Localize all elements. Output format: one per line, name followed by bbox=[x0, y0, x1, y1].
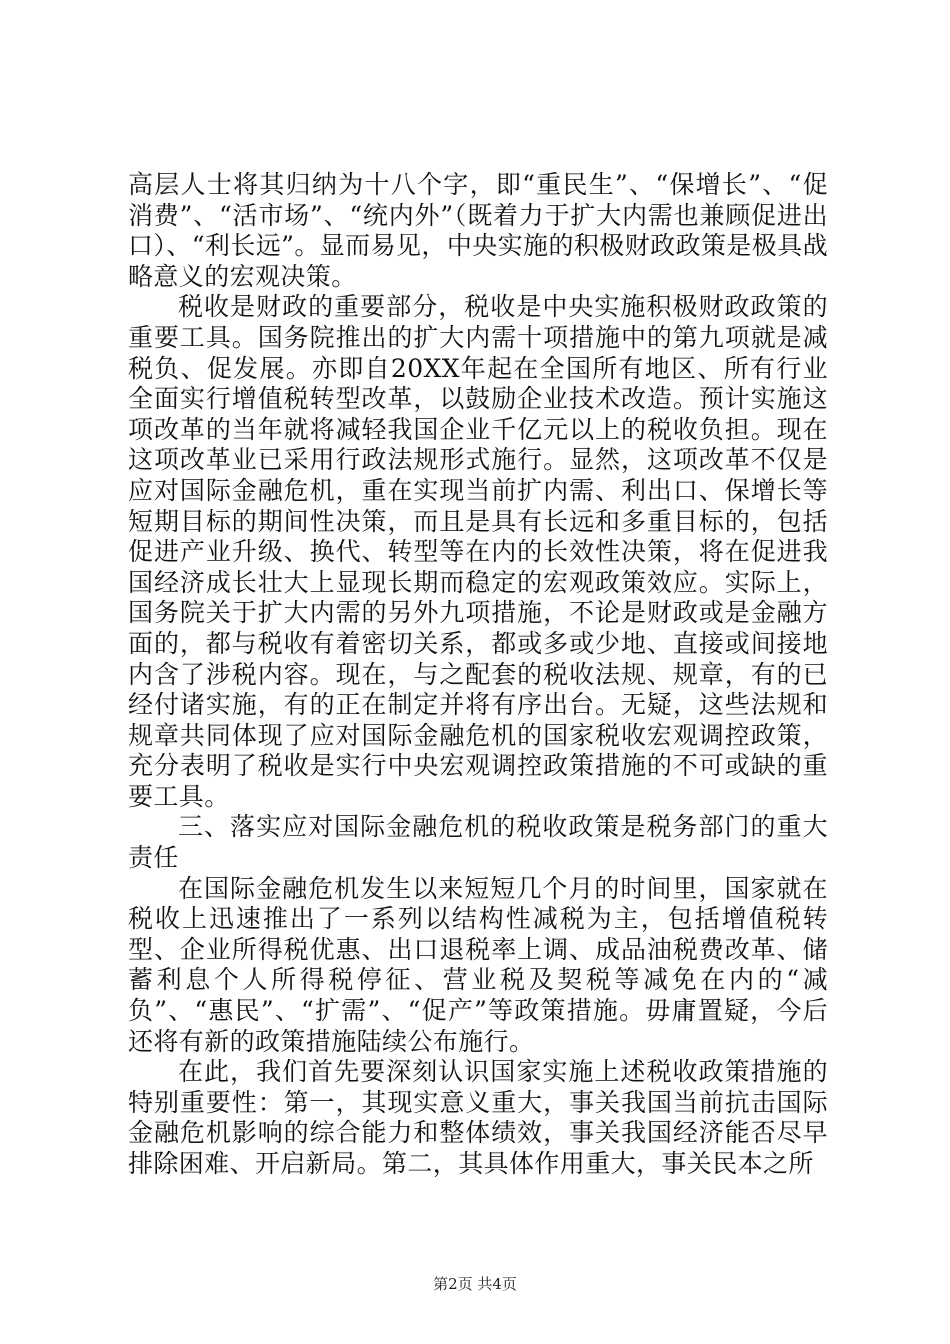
paragraph-importance: 在此，我们首先要深刻认识国家实施上述税收政策措施的特别重要性：第一，其现实意义重大，事关我国当前抗击国际金融危机影响的综合能力和整体绩效，事关我国经济能否尽早排除困难、开启新局。第二，其具体作用重大，事关民本之所 bbox=[128, 1057, 828, 1178]
paragraph-policy-measures: 在国际金融危机发生以来短短几个月的时间里，国家就在税收上迅速推出了一系列以结构性减税为主，包括增值税转型、企业所得税优惠、出口退税率上调、成品油税费改革、储蓄利息个人所得税停征、营业税及契税等减免在内的“减负”、“惠民”、“扩需”、“促产”等政策措施。毋庸置疑，今后还将有新的政策措施陆续公布施行。 bbox=[128, 873, 828, 1056]
section-heading-three: 三、落实应对国际金融危机的税收政策是税务部门的重大责任 bbox=[128, 812, 828, 873]
paragraph-tax-tool: 税收是财政的重要部分，税收是中央实施积极财政政策的重要工具。国务院推出的扩大内需十项措施中的第九项就是减税负、促发展。亦即自20XX年起在全国所有地区、所有行业全面实行增值税转型改革，以鼓励企业技术改造。预计实施这项改革的当年就将减轻我国企业千亿元以上的税收负担。现在这项改革业已采用行政法规形式施行。显然，这项改革不仅是应对国际金融危机，重在实现当前扩内需、利出口、保增长等短期目标的期间性决策，而且是具有长远和多重目标的，包括促进产业升级、换代、转型等在内的长效性决策，将在促进我国经济成长壮大上显现长期而稳定的宏观政策效应。实际上，国务院关于扩大内需的另外九项措施，不论是财政或是金融方面的，都与税收有着密切关系，都或多或少地、直接或间接地内含了涉税内容。现在，与之配套的税收法规、规章，有的已经付诸实施，有的正在制定并将有序出台。无疑，这些法规和规章共同体现了应对国际金融危机的国家税收宏观调控政策，充分表明了税收是实行中央宏观调控政策措施的不可或缺的重要工具。 bbox=[128, 292, 828, 811]
paragraph-continuation: 高层人士将其归纳为十八个字，即“重民生”、“保增长”、“促消费”、“活市场”、“统内外”（既着力于扩大内需也兼顾促进出口）、“利长远”。显而易见，中央实施的积极财政政策是极具战略意义的宏观决策。 bbox=[128, 170, 828, 291]
page-number-footer: 第2页 共4页 bbox=[433, 1275, 517, 1293]
document-body bbox=[128, 170, 828, 1180]
